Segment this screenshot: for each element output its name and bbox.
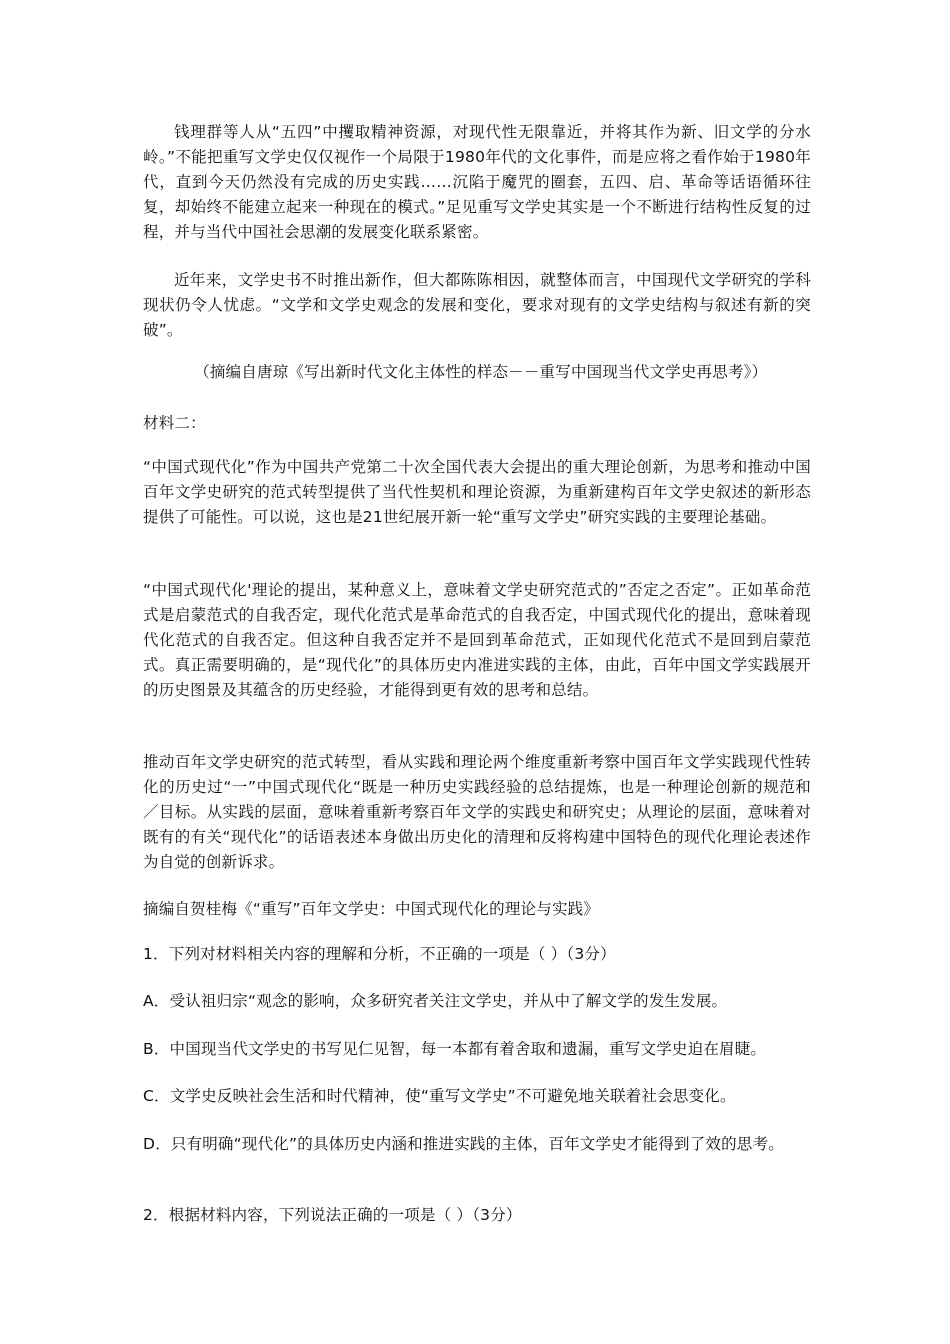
question-1-stem: 1．下列对材料相关内容的理解和分析，不正确的一项是（ ）（3分） [143,945,616,963]
material2-heading: 材料二： [143,414,206,432]
material1-paragraph-2: 近年来，文学史书不时推出新作，但大都陈陈相因，就整体而言，中国现代文学研究的学科现状仍令人忧虑。“文学和文学史观念的发展和变化，要求对现有的文学史结构与叙述有新的突破”。 [143,271,811,339]
question-1-option-d: D．只有明确“现代化”的具体历史内涵和推进实践的主体，百年文学史才能得到了效的思考。 [143,1135,784,1153]
material2-paragraph-3: 推动百年文学史研究的范式转型，看从实践和理论两个维度重新考察中国百年文学实践现代性转化的历史过“一”中国式现代化“既是一种历史实践经验的总结提炼，也是一种理论创新的规范和／目标。从实践的层面，意味着重新考察百年文学的实践史和研究史；从理论的层面，意味着对既有的有关“现代化”的话语表述本身做出历史化的清理和反将构建中国特色的现代化理论表述作为自觉的创新诉求。 [143,753,811,871]
material2-paragraph-2: “中国式现代化'理论的提出，某种意义上，意味着文学史研究范式的”否定之否定”。正如革命范式是启蒙范式的自我否定，现代化范式是革命范式的自我否定，中国式现代化的提出，意味着现代化范式的自我否定。但这种自我否定并不是回到革命范式，正如现代化范式不是回到启蒙范式。真正需要明确的，是“现代化”的具体历史内准进实践的主体，由此，百年中国文学实践展开的历史图景及其蕴含的历史经验，才能得到更有效的思考和总结。 [143,581,811,699]
material1-source: （摘编自唐琼《写出新时代文化主体性的样态－－重写中国现当代文学史再思考》） [194,363,768,381]
question-2-stem: 2．根据材料内容，下列说法正确的一项是（ ）（3分） [143,1206,522,1224]
question-1-option-b: B．中国现当代文学史的书写见仁见智，每一本都有着舍取和遗漏，重写文学史迫在眉睫。 [143,1040,767,1058]
question-1-option-c: C．文学史反映社会生活和时代精神，使“重写文学史”不可避免地关联着社会思变化。 [143,1087,736,1105]
material2-source: 摘编自贺桂梅《“重写”百年文学史：中国式现代化的理论与实践》 [143,900,600,918]
material1-paragraph-1: 钱理群等人从“五四”中攫取精神资源，对现代性无限靠近，并将其作为新、旧文学的分水岭。”不能把重写文学史仅仅视作一个局限于1980年代的文化事件，而是应将之看作始于1980年代，直到今天仍然没有完成的历史实践……沉陷于魔咒的圈套，五四、启、革命等话语循环往复，却始终不能建立起来一种现在的模式。”足见重写文学史其实是一个不断进行结构性反复的过程，并与当代中国社会思潮的发展变化联系紧密。 [143,123,811,241]
question-1-option-a: A．受认祖归宗“观念的影响，众多研究者关注文学史，并从中了解文学的发生发展。 [143,992,728,1010]
material2-paragraph-1: “中国式现代化”作为中国共产党第二十次全国代表大会提出的重大理论创新，为思考和推动中国百年文学史研究的范式转型提供了当代性契机和理论资源，为重新建构百年文学史叙述的新形态提供了可能性。可以说，这也是21世纪展开新一轮“重写文学史”研究实践的主要理论基础。 [143,458,811,526]
